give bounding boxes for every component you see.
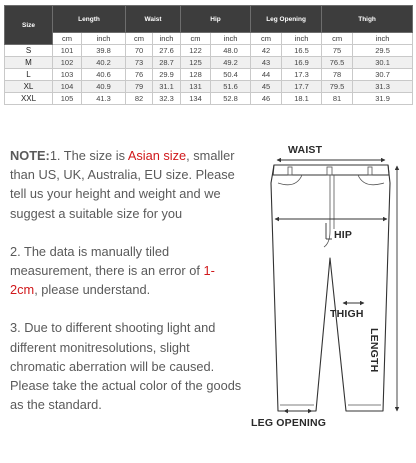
size-cell: S: [5, 45, 53, 57]
measurement-cell: 76: [126, 69, 153, 81]
measurement-cell: 40.2: [82, 57, 126, 69]
measurement-cell: 104: [53, 81, 82, 93]
pants-illustration: [238, 143, 416, 443]
note-asian-size: [10, 146, 242, 223]
length-label: LENGTH: [368, 328, 380, 373]
measurement-cell: 81: [322, 93, 353, 105]
measurement-cell: 76.5: [322, 57, 353, 69]
measurement-cell: 79.5: [322, 81, 353, 93]
table-row: [5, 93, 413, 105]
measurement-cell: 70: [126, 45, 153, 57]
note-2-suffix: , please understand.: [34, 282, 151, 298]
column-group-header-row: [5, 6, 413, 33]
measurement-cell: 16.5: [282, 45, 322, 57]
thigh-label: THIGH: [330, 308, 364, 320]
measurement-cell: 17.7: [282, 81, 322, 93]
measurement-cell: 75: [322, 45, 353, 57]
measurement-cell: 125: [181, 57, 211, 69]
measurement-cell: 45: [251, 81, 282, 93]
measurement-cell: 73: [126, 57, 153, 69]
measurement-cell: 30.7: [353, 69, 413, 81]
table-row: [5, 57, 413, 69]
unit-header-row: [5, 33, 413, 45]
measurement-cell: 31.9: [353, 93, 413, 105]
measurement-cell: 27.6: [153, 45, 181, 57]
measurement-cell: 52.8: [211, 93, 251, 105]
note-measurement-error: [10, 242, 242, 300]
leg-opening-label: LEG OPENING: [251, 417, 327, 429]
measurement-cell: 43: [251, 57, 282, 69]
measurement-cell: 30.1: [353, 57, 413, 69]
note-color-aberration: 3. Due to different shooting light and different monitresolutions, slight chromatic aberration will be caused. Please take the actual color of the goods as the standard.: [10, 320, 242, 413]
measurement-cell: 48.0: [211, 45, 251, 57]
pants-outline: [271, 165, 390, 411]
measurement-cell: 122: [181, 45, 211, 57]
measurement-cell: 41.3: [82, 93, 126, 105]
table-row: [5, 69, 413, 81]
size-chart-table: [4, 5, 413, 105]
measurement-cell: 46: [251, 93, 282, 105]
measurement-cell: 44: [251, 69, 282, 81]
measurement-cell: 32.3: [153, 93, 181, 105]
measurement-cell: 16.9: [282, 57, 322, 69]
measurement-cell: 42: [251, 45, 282, 57]
table-row: [5, 81, 413, 93]
measurement-cell: 29.9: [153, 69, 181, 81]
note-1-prefix: 1. The size is: [49, 148, 128, 163]
measurement-cell: 128: [181, 69, 211, 81]
measurement-cell: 78: [322, 69, 353, 81]
leg-opening-column-header: Leg Opening: [251, 6, 322, 33]
measurement-cell: 101: [53, 45, 82, 57]
unit-cell: inch: [211, 33, 251, 45]
measurement-cell: 82: [126, 93, 153, 105]
measurement-cell: 40.9: [82, 81, 126, 93]
note-1-suffix: , smaller than US, UK, Australia, EU size. Please tell us your height and weight and we suggest a suitable size for you: [10, 148, 235, 221]
hip-column-header: Hip: [181, 6, 251, 33]
unit-cell: cm: [322, 33, 353, 45]
asian-size-highlight: Asian size: [127, 148, 187, 163]
waist-column-header: Waist: [126, 6, 181, 33]
measurement-cell: 131: [181, 81, 211, 93]
unit-cell: inch: [353, 33, 413, 45]
size-notes: [10, 146, 242, 433]
size-cell: XL: [5, 81, 53, 93]
hip-label: HIP: [334, 229, 353, 241]
measurement-cell: 29.5: [353, 45, 413, 57]
measurement-cell: 79: [126, 81, 153, 93]
size-cell: M: [5, 57, 53, 69]
size-cell: XXL: [5, 93, 53, 105]
measurement-cell: 31.1: [153, 81, 181, 93]
measurement-cell: 134: [181, 93, 211, 105]
size-column-header: Size: [5, 6, 53, 45]
note-label: NOTE:: [10, 148, 50, 163]
measurement-cell: 105: [53, 93, 82, 105]
waist-label: WAIST: [288, 144, 323, 156]
unit-cell: cm: [181, 33, 211, 45]
measurement-cell: 103: [53, 69, 82, 81]
pants-measurement-diagram: [238, 143, 416, 443]
measurement-cell: 49.2: [211, 57, 251, 69]
measurement-cell: 40.6: [82, 69, 126, 81]
unit-cell: inch: [282, 33, 322, 45]
unit-cell: cm: [126, 33, 153, 45]
note-2-prefix: 2. The data is manually tiled measurement, there is an error of: [10, 243, 204, 279]
measurement-cell: 17.3: [282, 69, 322, 81]
measurement-cell: 31.3: [353, 81, 413, 93]
size-chart-body: [5, 6, 413, 105]
unit-cell: inch: [82, 33, 126, 45]
measurement-cell: 50.4: [211, 69, 251, 81]
measurement-cell: 102: [53, 57, 82, 69]
measurement-cell: 51.6: [211, 81, 251, 93]
unit-cell: cm: [53, 33, 82, 45]
measurement-cell: 28.7: [153, 57, 181, 69]
length-column-header: Length: [53, 6, 126, 33]
measurement-cell: 39.8: [82, 45, 126, 57]
table-row: [5, 45, 413, 57]
size-cell: L: [5, 69, 53, 81]
thigh-column-header: Thigh: [322, 6, 413, 33]
error-range-highlight: 1-2cm: [10, 263, 215, 298]
measurement-cell: 18.1: [282, 93, 322, 105]
unit-cell: cm: [251, 33, 282, 45]
unit-cell: inch: [153, 33, 181, 45]
